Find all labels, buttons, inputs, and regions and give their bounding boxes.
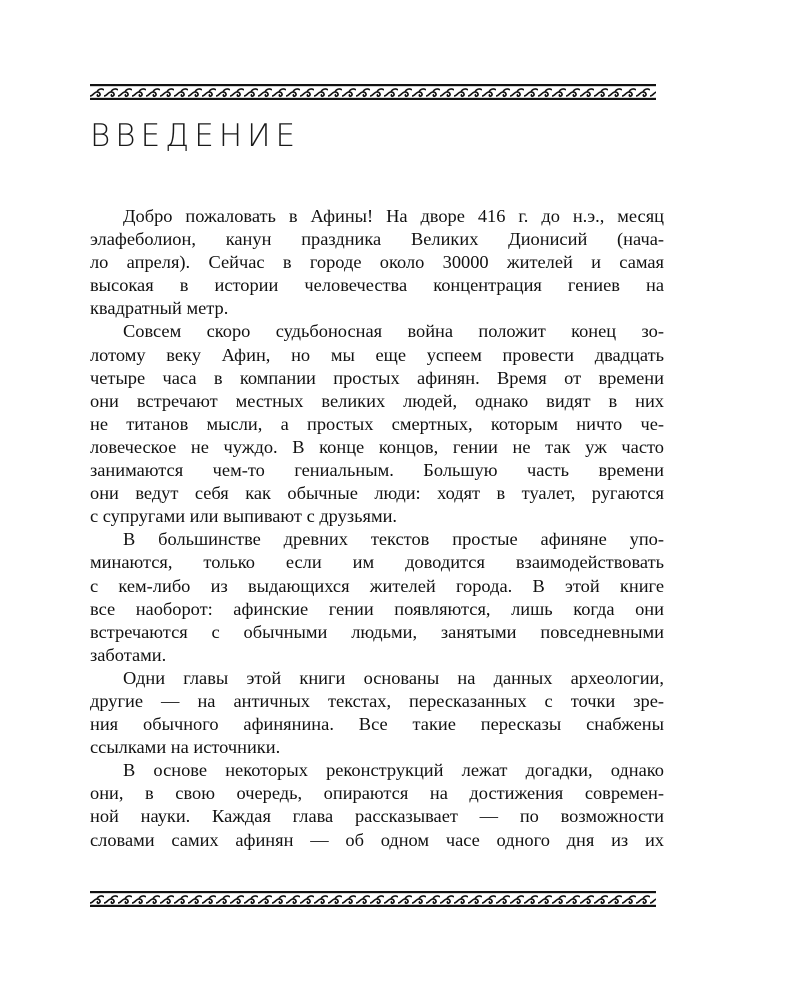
text-line: ло апреля). Сейчас в городе около 30000 жителей и самая <box>90 252 664 273</box>
wave-ornament-icon <box>90 84 656 100</box>
greek-wave-border-bottom <box>90 891 656 907</box>
text-line: они, в свою очередь, опираются на достижения современ- <box>90 783 664 804</box>
text-line: Добро пожаловать в Афины! На дворе 416 г. до н.э., месяц <box>123 206 664 226</box>
text-line: лотому веку Афин, но мы еще успеем провести двадцать <box>90 344 664 365</box>
text-line: элафеболион, канун праздника Великих Дионисий (нача- <box>90 229 664 250</box>
page-title: ВВЕДЕНИЕ <box>90 118 301 154</box>
body-text <box>90 205 664 852</box>
text-line: ловеческое не чуждо. В конце концов, гении не так уж часто <box>90 436 664 457</box>
text-line: другие — на античных текстах, пересказанных с точки зре- <box>90 690 664 711</box>
text-line: ссылками на источники. <box>90 737 281 758</box>
paragraph <box>90 320 664 528</box>
paragraph <box>90 205 664 320</box>
text-line: ния обычного афинянина. Все такие пересказы снабжены <box>90 714 664 735</box>
text-line: они ведут себя как обычные люди: ходят в туалет, ругаются <box>90 483 664 504</box>
text-line: Одни главы этой книги основаны на данных археологии, <box>123 667 664 688</box>
text-line: высокая в истории человечества концентрация гениев на <box>90 275 664 296</box>
paragraph <box>90 759 664 851</box>
text-line: четыре часа в компании простых афинян. Время от времени <box>90 367 664 388</box>
text-line: словами самих афинян — об одном часе одного дня из их <box>90 829 664 850</box>
text-line: Совсем скоро судьбоносная война положит конец зо- <box>123 321 664 342</box>
text-line: занимаются чем-то гениальным. Большую часть времени <box>90 460 664 481</box>
wave-ornament-icon <box>90 891 656 907</box>
text-line: все наоборот: афинские гении появляются, лишь когда они <box>90 598 664 619</box>
text-line: с супругами или выпивают с друзьями. <box>90 506 398 527</box>
text-line: ной науки. Каждая глава рассказывает — по возможности <box>90 806 664 827</box>
text-line: минаются, только если им доводится взаимодействовать <box>90 552 664 573</box>
text-line: заботами. <box>90 644 167 665</box>
paragraph <box>90 667 664 759</box>
text-line: они встречают местных великих людей, однако видят в них <box>90 390 664 411</box>
greek-wave-border-top <box>90 84 656 100</box>
paragraph <box>90 528 664 667</box>
text-line: с кем-либо из выдающихся жителей города. В этой книге <box>90 575 664 596</box>
text-line: В большинстве древних текстов простые афиняне упо- <box>123 529 664 550</box>
text-line: не титанов мысли, а простых смертных, которым ничто че- <box>90 413 664 434</box>
text-line: квадратный метр. <box>90 298 229 319</box>
text-line: встречаются с обычными людьми, занятыми повседневными <box>90 621 664 642</box>
text-line: В основе некоторых реконструкций лежат догадки, однако <box>123 760 664 781</box>
